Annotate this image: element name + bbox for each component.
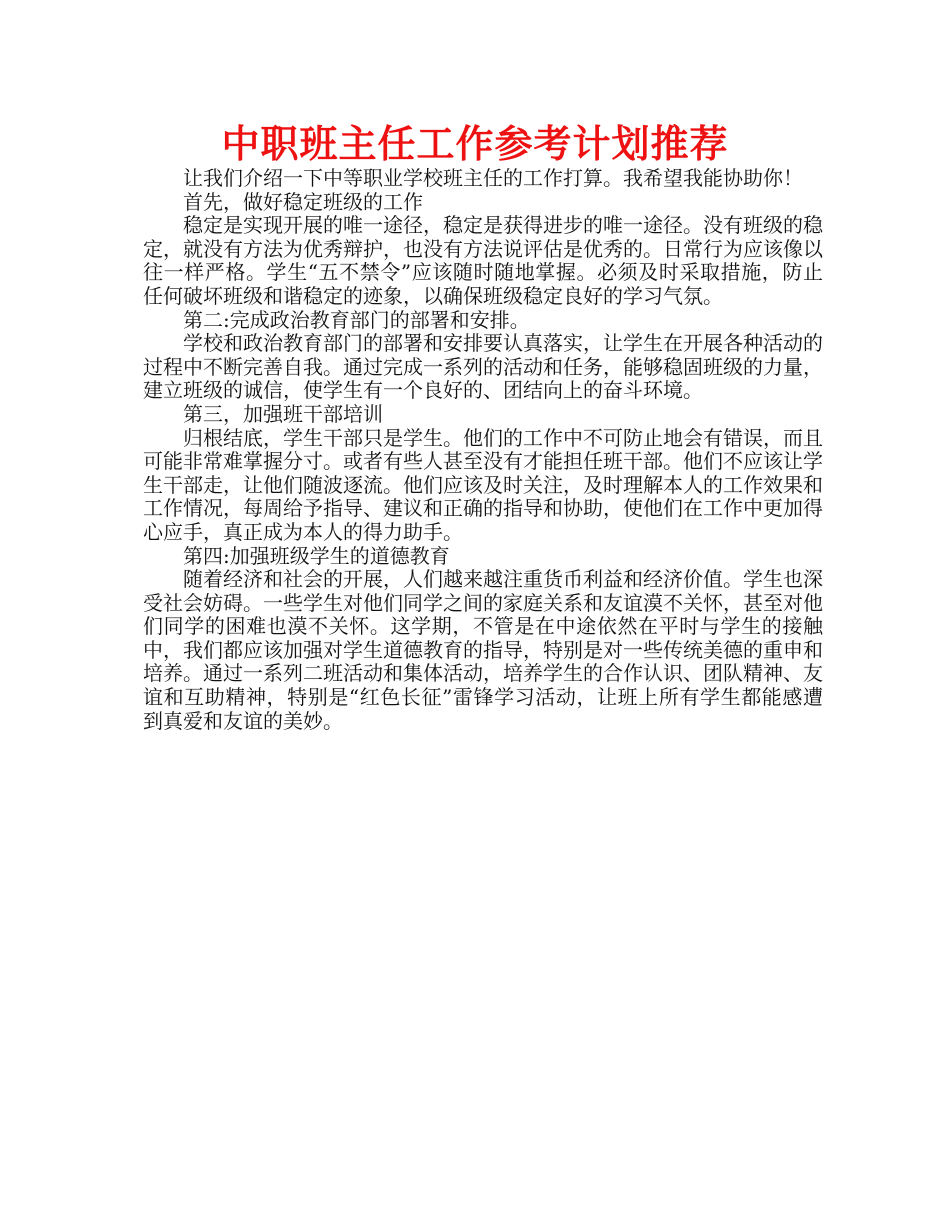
section-heading-3: 第三，加强班干部培训 [183, 401, 383, 426]
section-heading-4: 第四:加强班级学生的道德教育 [183, 543, 450, 568]
section-heading-2: 第二:完成政治教育部门的部署和安排。 [183, 307, 530, 332]
section-paragraph-2: 学校和政治教育部门的部署和安排要认真落实，让学生在开展各种活动的过程中不断完善自我。通过完成一系列的活动和任务，能够稳固班级的力量，建立班级的诚信，使学生有一个良好的、团结向上的奋斗环境。 [143, 331, 823, 403]
document-title: 中职班主任工作参考计划推荐 [221, 122, 729, 166]
section-paragraph-1: 稳定是实现开展的唯一途径，稳定是获得进步的唯一途径。没有班级的稳定，就没有方法为优秀辩护，也没有方法说评估是优秀的。日常行为应该像以往一样严格。学生“五不禁令”应该随时随地掌握。必须及时采取措施，防止任何破坏班级和谐稳定的迹象，以确保班级稳定良好的学习气氛。 [143, 213, 823, 308]
document-body [143, 167, 823, 733]
intro-paragraph: 让我们介绍一下中等职业学校班主任的工作打算。我希望我能协助你！ [183, 166, 803, 190]
section-paragraph-4: 随着经济和社会的开展，人们越来越注重货币利益和经济价值。学生也深受社会妨碍。一些学生对他们同学之间的家庭关系和友谊漠不关怀，甚至对他们同学的困难也漠不关怀。这学期，不管是在中途依然在平时与学生的接触中，我们都应该加强对学生道德教育的指导，特别是对一些传统美德的重申和培养。通过一系列二班活动和集体活动，培养学生的合作认识、团队精神、友谊和互助精神，特别是“红色长征”雷锋学习活动，让班上所有学生都能感遭到真爱和友谊的美妙。 [143, 567, 823, 733]
section-heading-1: 首先，做好稳定班级的工作 [183, 189, 423, 214]
section-paragraph-3: 归根结底，学生干部只是学生。他们的工作中不可防止地会有错误，而且可能非常难掌握分寸。或者有些人甚至没有才能担任班干部。他们不应该让学生干部走，让他们随波逐流。他们应该及时关注，及时理解本人的工作效果和工作情况，每周给予指导、建议和正确的指导和协助，使他们在工作中更加得心应手，真正成为本人的得力助手。 [143, 425, 823, 544]
